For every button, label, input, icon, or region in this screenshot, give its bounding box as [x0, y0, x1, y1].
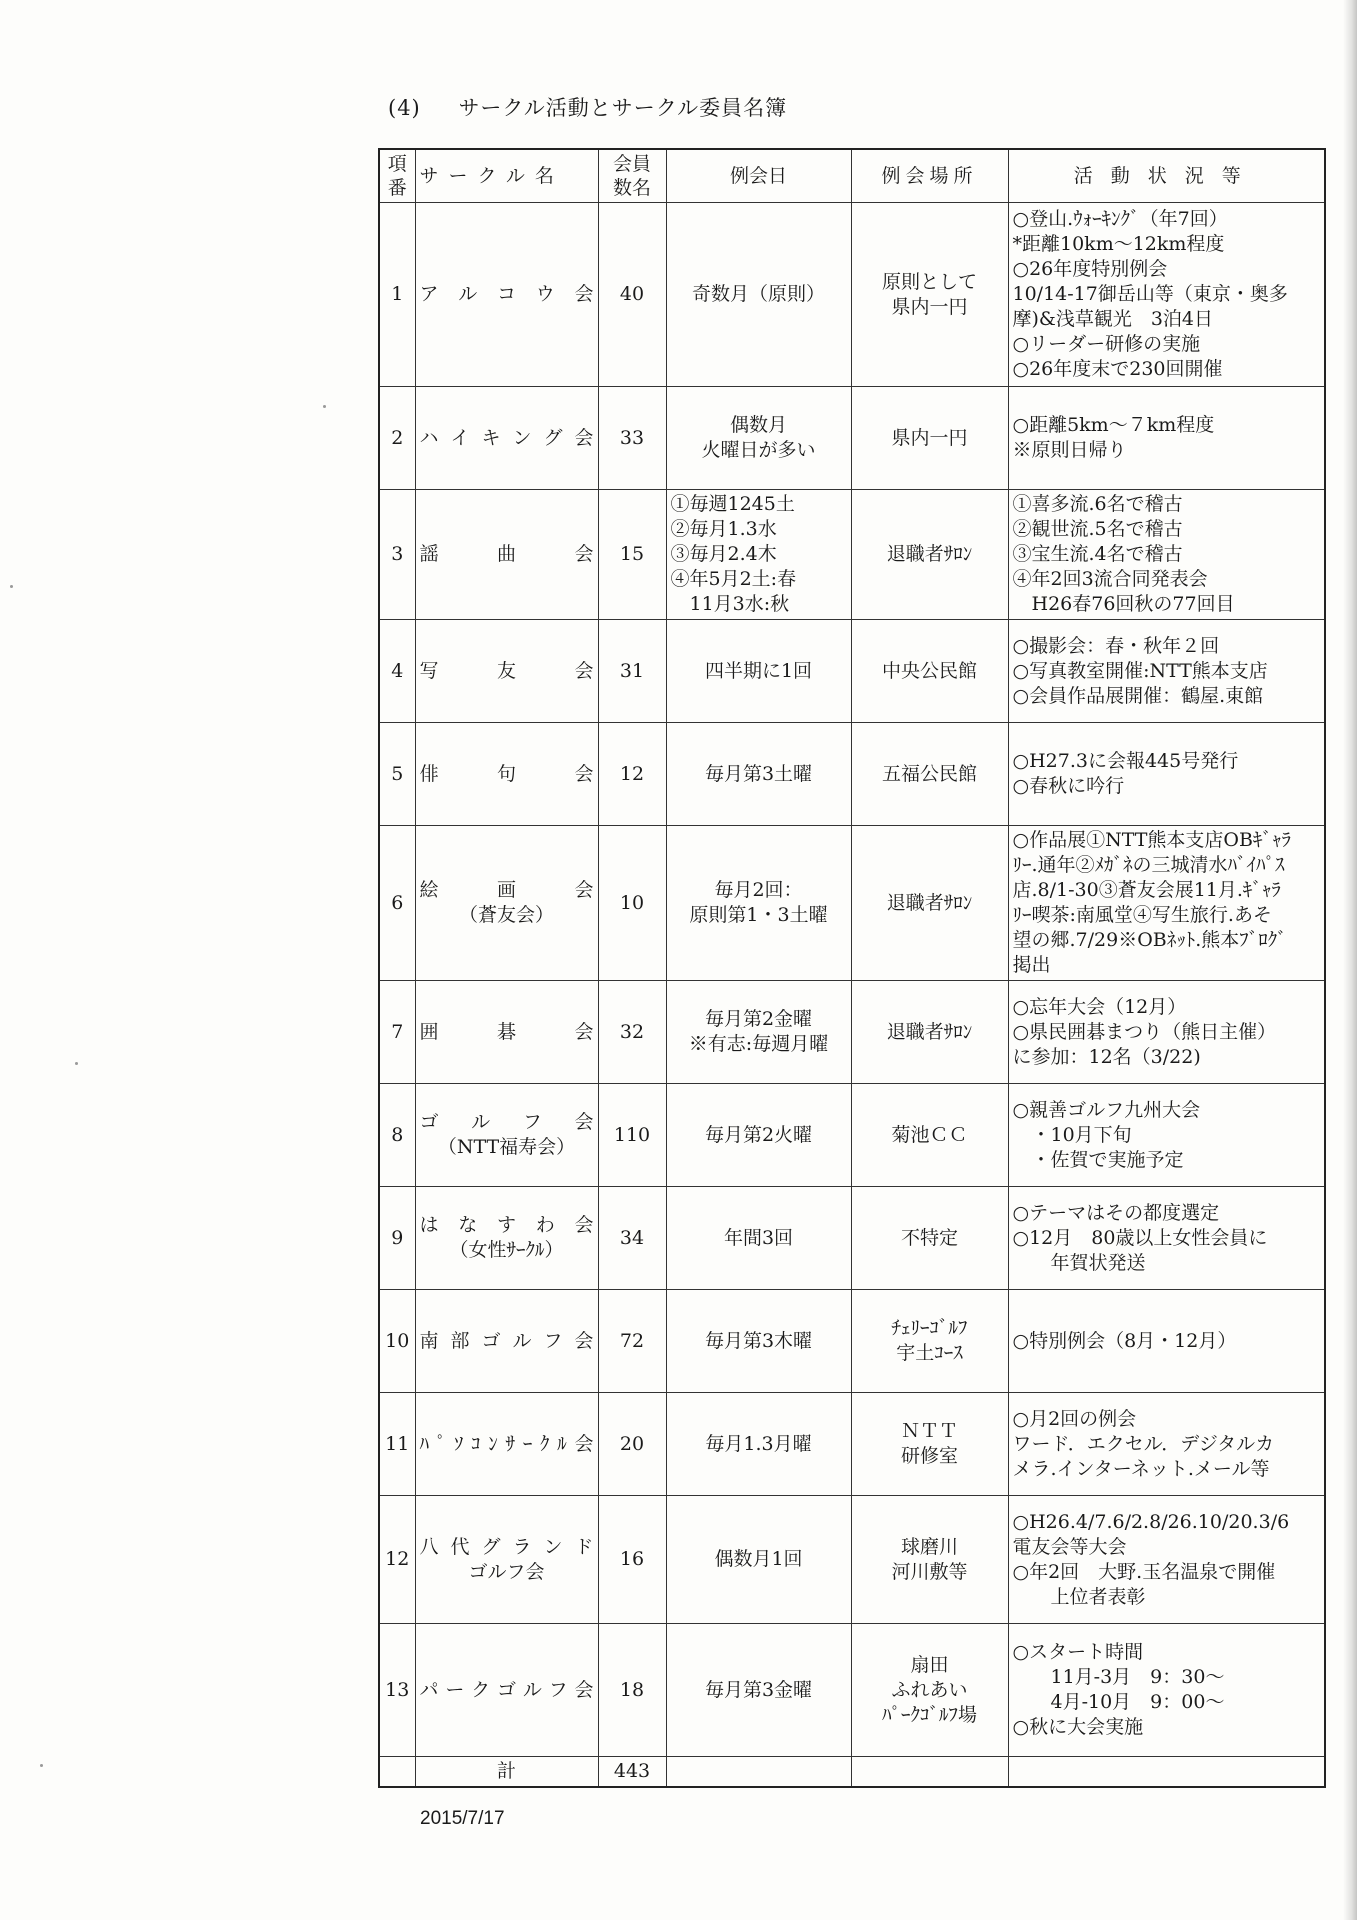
- meeting-day: [666, 620, 851, 723]
- cell-line: ○忘年大会（12月）: [1012, 995, 1187, 1018]
- cell-line: 五福公民館: [881, 762, 977, 785]
- cell-line: ②観世流.5名で稽古: [1012, 518, 1183, 540]
- cell-line: 上位者表彰: [1012, 1585, 1146, 1608]
- cell-line: ③宝生流.4名で稽古: [1012, 543, 1183, 565]
- row-number: 8: [379, 1084, 415, 1187]
- cell-line: 河川敷等: [891, 1560, 968, 1583]
- scan-speck: [10, 585, 13, 588]
- row-number: 13: [379, 1624, 415, 1757]
- row-number: 12: [379, 1496, 415, 1624]
- scan-edge-shadow: [1343, 0, 1357, 1920]
- cell-line: 電友会等大会: [1012, 1535, 1127, 1558]
- row-number: 2: [379, 387, 415, 490]
- row-number: 10: [379, 1290, 415, 1393]
- total-label: 計: [415, 1757, 598, 1788]
- circle-name-text: パ ー ク ゴ ル フ 会: [419, 1678, 594, 1701]
- circle-name-text: 絵 画 会: [419, 879, 594, 901]
- meeting-place: [851, 981, 1008, 1084]
- table-row: [379, 387, 1325, 490]
- circle-name: [415, 1290, 598, 1393]
- cell-line: 菊池ＣＣ: [891, 1123, 968, 1146]
- total-row: [379, 1757, 1325, 1788]
- cell-line: ○スタート時間: [1012, 1641, 1144, 1663]
- total-empty-cell: [1008, 1757, 1325, 1788]
- meeting-place: [851, 1624, 1008, 1757]
- cell-line: ﾊﾟｰｸｺﾞﾙﾌ場: [881, 1703, 977, 1726]
- cell-line: 球磨川: [900, 1535, 958, 1558]
- circle-activity-table: [378, 148, 1326, 1788]
- meeting-day: [666, 1084, 851, 1187]
- activity-status: [1008, 203, 1325, 387]
- table-row: [379, 981, 1325, 1084]
- activity-status: [1008, 1393, 1325, 1496]
- cell-line: 年間3回: [723, 1226, 794, 1249]
- circle-name: [415, 203, 598, 387]
- cell-line: 毎月第3金曜: [704, 1678, 813, 1701]
- meeting-day: [666, 203, 851, 387]
- member-count: 10: [598, 826, 666, 981]
- meeting-place: [851, 1084, 1008, 1187]
- circle-name-text: 謡 曲 会: [419, 543, 594, 565]
- meeting-day: [666, 826, 851, 981]
- member-count: 40: [598, 203, 666, 387]
- section-title: サークル活動とサークル委員名簿: [458, 96, 788, 120]
- activity-status: [1008, 1084, 1325, 1187]
- cell-line: 扇田: [910, 1653, 949, 1676]
- cell-line: ○テーマはその都度選定: [1012, 1201, 1220, 1224]
- table-row: [379, 490, 1325, 620]
- cell-line: ○H27.3に会報445号発行: [1012, 750, 1239, 772]
- cell-line: ○作品展①NTT熊本支店OBｷﾞｬﾗ: [1012, 829, 1291, 851]
- cell-line: *距離10km～12km程度: [1012, 233, 1225, 255]
- table-row: [379, 826, 1325, 981]
- circle-name: [415, 723, 598, 826]
- cell-line: 11月3水:秋: [670, 593, 790, 615]
- cell-line: H26春76回秋の77回目: [1012, 593, 1235, 615]
- cell-line: ○親善ゴルフ九州大会: [1012, 1098, 1201, 1121]
- activity-status: [1008, 387, 1325, 490]
- cell-line: 掲出: [1012, 954, 1051, 976]
- cell-line: ○県民囲碁まつり（熊日主催）: [1012, 1020, 1277, 1043]
- activity-status: [1008, 620, 1325, 723]
- circle-name: [415, 1187, 598, 1290]
- circle-name-sub: （女性ｻｰｸﾙ）: [449, 1239, 564, 1261]
- meeting-place: [851, 203, 1008, 387]
- member-count: 16: [598, 1496, 666, 1624]
- circle-name: [415, 490, 598, 620]
- header-meeting-day: 例会日: [666, 149, 851, 203]
- meeting-place: [851, 490, 1008, 620]
- row-number: 5: [379, 723, 415, 826]
- cell-line: 10/14-17御岳山等（東京・奥多: [1012, 283, 1288, 305]
- cell-line: 11月-3月 9：30～: [1012, 1666, 1225, 1688]
- table-row: [379, 723, 1325, 826]
- circle-name-text: ア ル コ ウ 会: [419, 283, 594, 305]
- cell-line: ○距離5km～７km程度: [1012, 414, 1215, 436]
- meeting-place: [851, 620, 1008, 723]
- table-row: [379, 1496, 1325, 1624]
- row-number: 11: [379, 1393, 415, 1496]
- total-empty-cell: [666, 1757, 851, 1788]
- meeting-place: [851, 1187, 1008, 1290]
- cell-line: 研修室: [900, 1445, 958, 1467]
- cell-line: ○登山.ｳｫｰｷﾝｸﾞ（年7回）: [1012, 208, 1228, 230]
- cell-line: 退職者ｻﾛﾝ: [886, 543, 973, 565]
- cell-line: ふれあい: [891, 1678, 968, 1701]
- member-count: 12: [598, 723, 666, 826]
- circle-name-text: 囲 碁 会: [419, 1020, 594, 1043]
- cell-line: 毎月第2金曜: [704, 1008, 813, 1030]
- cell-line: 宇土ｺｰｽ: [896, 1342, 963, 1364]
- circle-name-text: 南 部 ゴ ル フ 会: [419, 1329, 594, 1352]
- table-row: [379, 1290, 1325, 1393]
- cell-line: 店.8/1-30③蒼友会展11月.ｷﾞｬﾗ: [1012, 879, 1281, 901]
- cell-line: ②毎月1.3水: [670, 518, 777, 540]
- member-count: 31: [598, 620, 666, 723]
- meeting-place: [851, 1496, 1008, 1624]
- cell-line: 偶数月1回: [714, 1548, 803, 1570]
- circle-name: [415, 1496, 598, 1624]
- meeting-day: [666, 1187, 851, 1290]
- table-row: [379, 203, 1325, 387]
- cell-line: ※原則日帰り: [1012, 439, 1127, 461]
- cell-line: 県内一円: [891, 295, 968, 318]
- meeting-day: [666, 1290, 851, 1393]
- cell-line: 原則第1・3土曜: [689, 904, 828, 926]
- cell-line: ﾘｰ.通年②ﾒｶﾞﾈの三城清水ﾊﾞｲﾊﾟｽ: [1012, 854, 1285, 876]
- member-count: 32: [598, 981, 666, 1084]
- row-number: 6: [379, 826, 415, 981]
- meeting-day: [666, 387, 851, 490]
- cell-line: ＮＴＴ: [900, 1420, 958, 1442]
- circle-name-text: ハ イ キ ン グ 会: [419, 426, 594, 449]
- cell-line: ○26年度末で230回開催: [1012, 358, 1223, 380]
- meeting-place: [851, 723, 1008, 826]
- cell-line: ④年2回3流合同発表会: [1012, 568, 1208, 590]
- row-number: 3: [379, 490, 415, 620]
- cell-line: ・佐賀で実施予定: [1012, 1148, 1184, 1171]
- header-meeting-place: 例会場所: [851, 149, 1008, 203]
- activity-status: [1008, 1624, 1325, 1757]
- circle-name-sub: （蒼友会）: [458, 904, 554, 926]
- cell-line: ※有志:毎週月曜: [688, 1033, 829, 1055]
- cell-line: メラ.インターネット.メール等: [1012, 1457, 1270, 1480]
- cell-line: 偶数月: [729, 414, 787, 436]
- circle-name-text: 俳 句 会: [419, 762, 594, 785]
- cell-line: 摩)&浅草観光 3泊4日: [1012, 308, 1214, 330]
- circle-name: [415, 1624, 598, 1757]
- circle-name: [415, 1084, 598, 1187]
- circle-name-sub: （NTT福寿会）: [437, 1136, 576, 1158]
- activity-status: [1008, 826, 1325, 981]
- circle-name: [415, 620, 598, 723]
- meeting-day: [666, 1624, 851, 1757]
- row-number: 7: [379, 981, 415, 1084]
- circle-name-text: ゴ ル フ 会: [419, 1111, 594, 1133]
- circle-name-text: 写 友 会: [419, 659, 594, 682]
- cell-line: 県内一円: [891, 426, 968, 449]
- activity-status: [1008, 490, 1325, 620]
- cell-line: 不特定: [900, 1226, 958, 1249]
- activity-status: [1008, 1496, 1325, 1624]
- cell-line: 毎月第3土曜: [704, 762, 813, 785]
- total-members: 443: [598, 1757, 666, 1788]
- table-row: [379, 620, 1325, 723]
- row-number: 1: [379, 203, 415, 387]
- cell-line: ○会員作品展開催：鶴屋.東館: [1012, 684, 1264, 707]
- cell-line: ○12月 80歳以上女性会員に: [1012, 1226, 1268, 1249]
- cell-line: 四半期に1回: [704, 659, 813, 682]
- cell-line: 毎月2回：: [714, 879, 803, 901]
- meeting-place: [851, 1290, 1008, 1393]
- cell-line: 原則として: [881, 270, 977, 293]
- row-number: 4: [379, 620, 415, 723]
- circle-name-text: は な す わ 会: [419, 1214, 594, 1236]
- cell-line: ○リーダー研修の実施: [1012, 333, 1201, 355]
- activity-status: [1008, 981, 1325, 1084]
- circle-name-text: ﾊ ﾟ ｿ ｺ ﾝ ｻ ｰ ｸ ﾙ 会: [419, 1432, 594, 1455]
- scan-speck: [75, 1062, 78, 1065]
- cell-line: ○26年度特別例会: [1012, 258, 1168, 280]
- member-count: 72: [598, 1290, 666, 1393]
- table-row: [379, 1624, 1325, 1757]
- cell-line: ④年5月2土:春: [670, 568, 797, 590]
- cell-line: 退職者ｻﾛﾝ: [886, 1020, 973, 1043]
- member-count: 18: [598, 1624, 666, 1757]
- cell-line: 毎月第2火曜: [704, 1123, 813, 1146]
- cell-line: ○H26.4/7.6/2.8/26.10/20.3/6: [1012, 1510, 1290, 1533]
- meeting-day: [666, 490, 851, 620]
- cell-line: ○秋に大会実施: [1012, 1716, 1144, 1738]
- header-activities: 活動状況等: [1008, 149, 1325, 203]
- footer-date: 2015/7/17: [420, 1808, 505, 1829]
- cell-line: 4月-10月 9：00～: [1012, 1691, 1225, 1713]
- cell-line: ○春秋に吟行: [1012, 775, 1125, 797]
- member-count: 110: [598, 1084, 666, 1187]
- cell-line: 望の郷.7/29※OBﾈｯﾄ.熊本ﾌﾞﾛｸﾞ: [1012, 929, 1287, 951]
- scan-speck: [323, 405, 326, 408]
- cell-line: ・10月下旬: [1012, 1123, 1132, 1146]
- meeting-place: [851, 387, 1008, 490]
- cell-line: ○年2回 大野.玉名温泉で開催: [1012, 1560, 1276, 1583]
- scan-speck: [40, 1764, 43, 1767]
- activity-status: [1008, 1290, 1325, 1393]
- meeting-place: [851, 826, 1008, 981]
- page-heading: [388, 92, 787, 122]
- cell-line: ○特別例会（8月・12月）: [1012, 1329, 1237, 1352]
- cell-line: 退職者ｻﾛﾝ: [886, 891, 973, 914]
- activity-status: [1008, 1187, 1325, 1290]
- table-header-row: [379, 149, 1325, 203]
- cell-line: 中央公民館: [881, 659, 977, 682]
- circle-name-text: 八 代 グ ラ ン ド: [419, 1535, 594, 1558]
- cell-line: ③毎月2.4木: [670, 543, 777, 565]
- meeting-place: [851, 1393, 1008, 1496]
- cell-line: ﾁｪﾘｰｺﾞﾙﾌ: [891, 1317, 968, 1339]
- cell-line: 奇数月（原則）: [691, 283, 825, 305]
- meeting-day: [666, 723, 851, 826]
- member-count: 34: [598, 1187, 666, 1290]
- meeting-day: [666, 1393, 851, 1496]
- cell-line: ①喜多流.6名で稽古: [1012, 493, 1183, 515]
- row-number: 9: [379, 1187, 415, 1290]
- cell-line: ①毎週1245土: [670, 493, 795, 515]
- table-row: [379, 1084, 1325, 1187]
- cell-line: ﾘｰ喫茶:南風堂④写生旅行.あそ: [1012, 904, 1272, 926]
- cell-line: 火曜日が多い: [701, 439, 816, 461]
- total-empty-cell: [851, 1757, 1008, 1788]
- header-no: 項 番: [379, 149, 415, 203]
- header-name: サークル名: [415, 149, 598, 203]
- meeting-day: [666, 981, 851, 1084]
- member-count: 15: [598, 490, 666, 620]
- cell-line: ○撮影会：春・秋年２回: [1012, 634, 1220, 657]
- circle-name: [415, 387, 598, 490]
- table-row: [379, 1393, 1325, 1496]
- meeting-day: [666, 1496, 851, 1624]
- circle-name: [415, 1393, 598, 1496]
- activity-status: [1008, 723, 1325, 826]
- table-row: [379, 1187, 1325, 1290]
- cell-line: に参加：12名（3/22): [1012, 1045, 1201, 1068]
- header-members: 会員 数名: [598, 149, 666, 203]
- section-number: (4): [388, 96, 421, 120]
- cell-line: ワード．エクセル．デジタルカ: [1012, 1432, 1275, 1455]
- cell-line: 毎月1.3月曜: [705, 1432, 812, 1455]
- member-count: 33: [598, 387, 666, 490]
- cell-line: 年賀状発送: [1012, 1251, 1146, 1274]
- member-count: 20: [598, 1393, 666, 1496]
- cell-line: ○写真教室開催:NTT熊本支店: [1012, 659, 1268, 682]
- circle-name: [415, 981, 598, 1084]
- cell-line: 毎月第3木曜: [704, 1329, 813, 1352]
- circle-name-sub: ゴルフ会: [468, 1560, 545, 1583]
- circle-name: [415, 826, 598, 981]
- cell-line: ○月2回の例会: [1012, 1407, 1137, 1430]
- total-no-cell: [379, 1757, 415, 1788]
